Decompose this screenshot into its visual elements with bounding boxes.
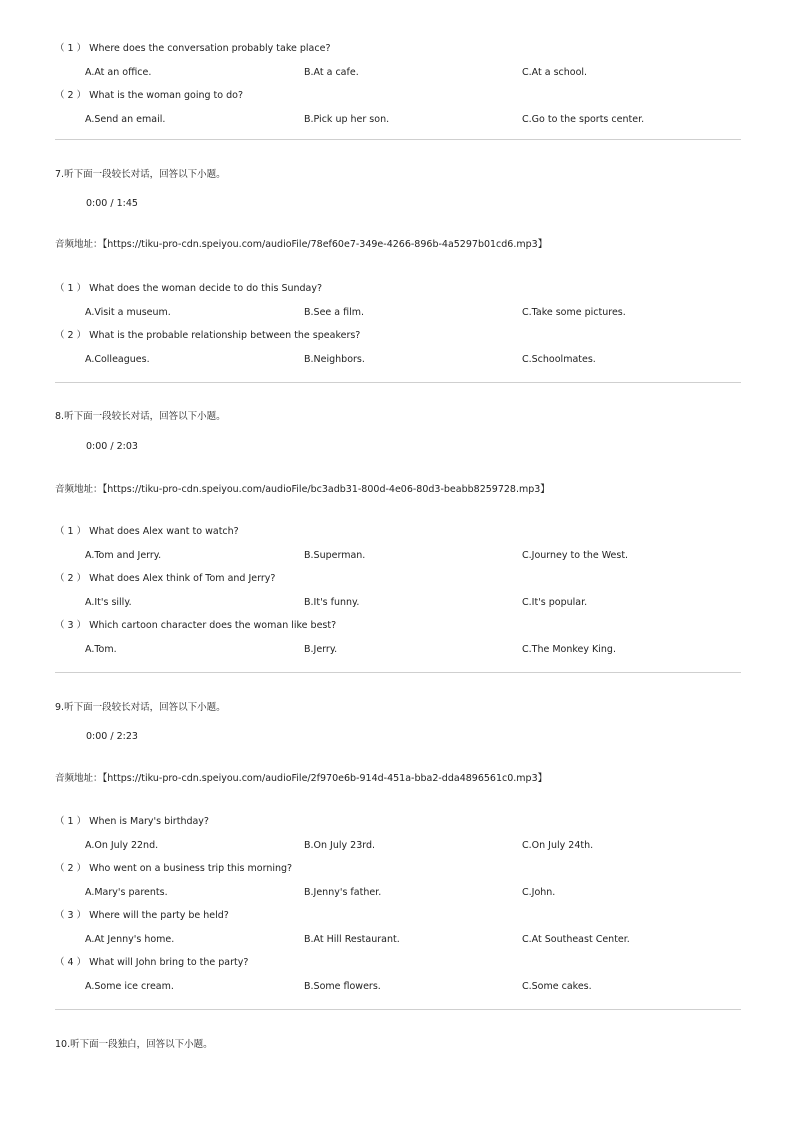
b6-q1-option-b: B.At a cafe.: [304, 67, 359, 78]
b9-q1-option-b: B.On July 23rd.: [304, 840, 376, 851]
b9-q4-option-a: A.Some ice cream.: [85, 981, 174, 992]
b6-q2-option-b: B.Pick up her son.: [304, 114, 390, 125]
b7-q1-label: （ 1 ） What does the woman decide to do this Sunday?: [55, 283, 323, 294]
b9-audio-player-time[interactable]: 0:00 / 2:23: [86, 731, 138, 742]
b7-q2-option-a: A.Colleagues.: [85, 354, 150, 365]
b6-q1-option-c: C.At a school.: [522, 67, 588, 78]
b7-q2-label: （ 2 ） What is the probable relationship between the speakers?: [55, 330, 361, 341]
b8-q2-label: （ 2 ） What does Alex think of Tom and Jerry?: [55, 573, 276, 584]
section-divider: [55, 1009, 741, 1010]
b9-q4-option-c: C.Some cakes.: [522, 981, 592, 992]
b8-audio-url[interactable]: 音频地址：【https://tiku-pro-cdn.speiyou.com/audioFile/bc3adb31-800d-4e06-80d3-beabb8259728.mp3】: [55, 484, 550, 495]
b9-q1-option-c: C.On July 24th.: [522, 840, 594, 851]
b9-q4-option-b: B.Some flowers.: [304, 981, 381, 992]
b9-q3-option-a: A.At Jenny's home.: [85, 934, 175, 945]
section-divider: [55, 139, 741, 140]
b8-q3-option-a: A.Tom.: [85, 644, 117, 655]
b9-q2-option-a: A.Mary's parents.: [85, 887, 168, 898]
b8-q3-label: （ 3 ） Which cartoon character does the woman like best?: [55, 620, 337, 631]
b8-q1-option-a: A.Tom and Jerry.: [85, 550, 162, 561]
b8-q2-option-c: C.It's popular.: [522, 597, 588, 608]
b7-q2-option-b: B.Neighbors.: [304, 354, 365, 365]
b9-q2-option-c: C.John.: [522, 887, 556, 898]
b9-q1-option-a: A.On July 22nd.: [85, 840, 159, 851]
section-divider: [55, 672, 741, 673]
b8-q2-option-a: A.It's silly.: [85, 597, 132, 608]
b7-q1-option-c: C.Take some pictures.: [522, 307, 626, 318]
b9-q3-option-c: C.At Southeast Center.: [522, 934, 630, 945]
b6-q2-option-a: A.Send an email.: [85, 114, 166, 125]
b9-q2-option-b: B.Jenny's father.: [304, 887, 382, 898]
b9-q1-label: （ 1 ） When is Mary's birthday?: [55, 816, 209, 827]
b8-q1-option-c: C.Journey to the West.: [522, 550, 629, 561]
b8-q3-option-c: C.The Monkey King.: [522, 644, 616, 655]
b6-q1-label: （ 1 ） Where does the conversation probably take place?: [55, 43, 331, 54]
b10-heading: 10.听下面一段独白，回答以下小题。: [55, 1039, 213, 1050]
b8-q3-option-b: B.Jerry.: [304, 644, 338, 655]
b7-q1-option-b: B.See a film.: [304, 307, 365, 318]
b8-q1-label: （ 1 ） What does Alex want to watch?: [55, 526, 239, 537]
b8-q2-option-b: B.It's funny.: [304, 597, 360, 608]
b6-q2-option-c: C.Go to the sports center.: [522, 114, 645, 125]
b7-audio-url[interactable]: 音频地址：【https://tiku-pro-cdn.speiyou.com/audioFile/78ef60e7-349e-4266-896b-4a5297b01cd6.mp3】: [55, 239, 548, 250]
b9-q4-label: （ 4 ） What will John bring to the party?: [55, 957, 249, 968]
b9-audio-url[interactable]: 音频地址：【https://tiku-pro-cdn.speiyou.com/audioFile/2f970e6b-914d-451a-bba2-dda4896561c0.mp3】: [55, 773, 548, 784]
b7-heading: 7.听下面一段较长对话，回答以下小题。: [55, 169, 226, 180]
b6-q1-option-a: A.At an office.: [85, 67, 152, 78]
b9-q3-label: （ 3 ） Where will the party be held?: [55, 910, 229, 921]
b6-q2-label: （ 2 ） What is the woman going to do?: [55, 90, 243, 101]
b7-q2-option-c: C.Schoolmates.: [522, 354, 596, 365]
section-divider: [55, 382, 741, 383]
b9-q3-option-b: B.At Hill Restaurant.: [304, 934, 400, 945]
b8-heading: 8.听下面一段较长对话，回答以下小题。: [55, 411, 226, 422]
b7-q1-option-a: A.Visit a museum.: [85, 307, 171, 318]
b8-q1-option-b: B.Superman.: [304, 550, 366, 561]
b9-q2-label: （ 2 ） Who went on a business trip this morning?: [55, 863, 293, 874]
b7-audio-player-time[interactable]: 0:00 / 1:45: [86, 198, 138, 209]
b8-audio-player-time[interactable]: 0:00 / 2:03: [86, 441, 138, 452]
b9-heading: 9.听下面一段较长对话，回答以下小题。: [55, 702, 226, 713]
